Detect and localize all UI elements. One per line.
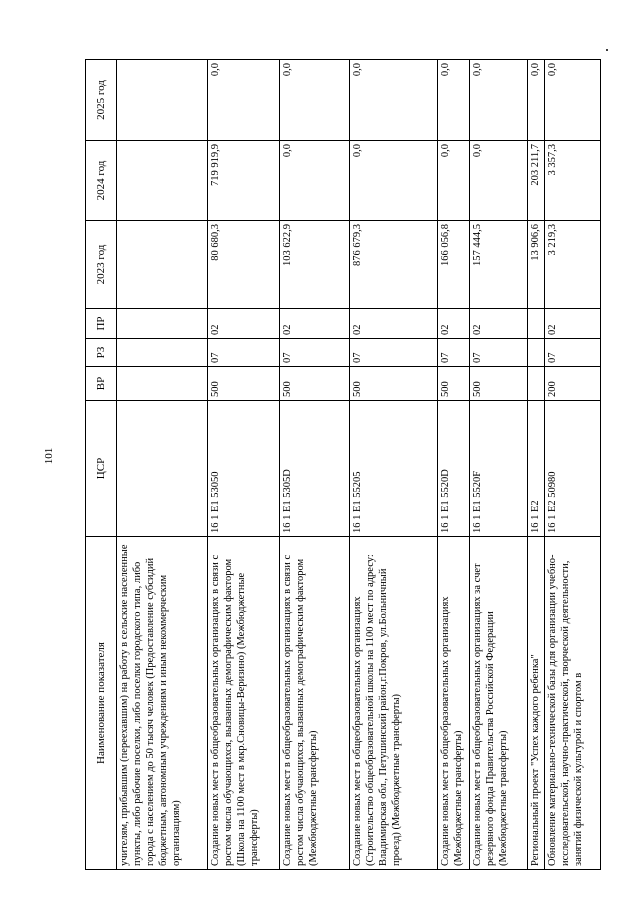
row-pr: 02 [438, 309, 470, 339]
row-vr: 500 [208, 367, 280, 401]
header-csr: ЦСР [86, 401, 117, 537]
row-2025: 0,0 [438, 60, 470, 141]
row-rz: 07 [350, 339, 438, 367]
row-csr: 16 1 E1 5305D [280, 401, 350, 537]
table-row [545, 60, 601, 870]
row-pr: 02 [545, 309, 601, 339]
header-name: Наименование показателя [86, 537, 117, 870]
row-csr: 16 1 E2 50980 [545, 401, 601, 537]
row-2023: 80 680,3 [208, 221, 280, 309]
header-pr: ПР [86, 309, 117, 339]
row-2023: 157 444,5 [470, 221, 528, 309]
row-2023: 166 056,8 [438, 221, 470, 309]
row-vr: 500 [470, 367, 528, 401]
header-2024: 2024 год [86, 141, 117, 221]
row-vr [117, 367, 208, 401]
scan-speck [606, 49, 608, 51]
budget-table [85, 59, 601, 870]
row-2024: 719 919,9 [208, 141, 280, 221]
row-name: Создание новых мест в общеобразовательных организациях в связи с ростом числа обучающихся, вызванных демографическим фактором (Школа на 1100 мест в мкр.Сновицы-Веризино) (Межбюджетные трансферты) [208, 537, 280, 870]
row-rz: 07 [438, 339, 470, 367]
row-2023: 876 679,3 [350, 221, 438, 309]
row-name: Обновление материально-технической базы для организации учебно-исследовательской, научно-практической, творческой деятельности, занятий физической культурой и спортом в [545, 537, 601, 870]
row-name: учителям, прибывшим (переехавшим) на работу в сельские населенные пункты, либо рабочие поселки, либо поселки городского типа, либо города с населением до 50 тысяч человек (Предоставление субсидий бюджетным, автономным учреждениям и иным некоммерческим организациям) [117, 537, 208, 870]
row-csr: 16 1 E1 5520D [438, 401, 470, 537]
page-number: 101 [43, 447, 55, 465]
header-rz: РЗ [86, 339, 117, 367]
row-2024: 0,0 [280, 141, 350, 221]
row-vr: 500 [280, 367, 350, 401]
row-csr [117, 401, 208, 537]
row-vr [528, 367, 545, 401]
row-pr: 02 [208, 309, 280, 339]
row-csr: 16 1 E2 [528, 401, 545, 537]
row-2023: 3 219,3 [545, 221, 601, 309]
row-csr: 16 1 E1 5520F [470, 401, 528, 537]
row-rz: 07 [545, 339, 601, 367]
row-2024 [117, 141, 208, 221]
header-vr: ВР [86, 367, 117, 401]
row-pr [528, 309, 545, 339]
header-2025: 2025 год [86, 60, 117, 141]
row-2023: 103 622,9 [280, 221, 350, 309]
row-rz: 07 [280, 339, 350, 367]
row-csr: 16 1 E1 53050 [208, 401, 280, 537]
row-2023: 13 906,6 [528, 221, 545, 309]
header-2023: 2023 год [86, 221, 117, 309]
row-name: Создание новых мест в общеобразовательных организациях в связи с ростом числа обучающихся, вызванных демографическим фактором (Межбюджетные трансферты) [280, 537, 350, 870]
header-row [86, 60, 117, 870]
row-vr: 500 [350, 367, 438, 401]
row-2024: 0,0 [438, 141, 470, 221]
row-2025: 0,0 [208, 60, 280, 141]
row-rz [528, 339, 545, 367]
row-2024: 0,0 [350, 141, 438, 221]
row-vr: 200 [545, 367, 601, 401]
row-2024: 0,0 [470, 141, 528, 221]
row-name: Создание новых мест в общеобразовательных организациях (Строительство общеобразовательной школы на 1100 мест по адресу: Владимирская обл., Петушинский район,г.Покров, ул.Больничный проезд) (Межбюджетные трансферты) [350, 537, 438, 870]
row-2025: 0,0 [470, 60, 528, 141]
row-pr [117, 309, 208, 339]
table-row [117, 60, 208, 870]
table-row [470, 60, 528, 870]
table-row [350, 60, 438, 870]
table-row [438, 60, 470, 870]
row-2025: 0,0 [545, 60, 601, 141]
row-rz: 07 [208, 339, 280, 367]
row-2025: 0,0 [350, 60, 438, 141]
row-2024: 3 357,3 [545, 141, 601, 221]
row-2025 [117, 60, 208, 141]
row-vr: 500 [438, 367, 470, 401]
row-pr: 02 [350, 309, 438, 339]
table-row [280, 60, 350, 870]
table-row [528, 60, 545, 870]
row-2025: 0,0 [528, 60, 545, 141]
row-pr: 02 [280, 309, 350, 339]
rotated-page-content [85, 60, 584, 870]
table-row [208, 60, 280, 870]
row-pr: 02 [470, 309, 528, 339]
row-rz [117, 339, 208, 367]
row-csr: 16 1 E1 55205 [350, 401, 438, 537]
row-2025: 0,0 [280, 60, 350, 141]
row-2023 [117, 221, 208, 309]
row-name: Создание новых мест в общеобразовательных организациях за счет резервного фонда Правительства Российской Федерации (Межбюджетные трансферты) [470, 537, 528, 870]
row-name: Региональный проект "Успех каждого ребенка" [528, 537, 545, 870]
row-name: Создание новых мест в общеобразовательных организациях (Межбюджетные трансферты) [438, 537, 470, 870]
row-2024: 203 211,7 [528, 141, 545, 221]
row-rz: 07 [470, 339, 528, 367]
